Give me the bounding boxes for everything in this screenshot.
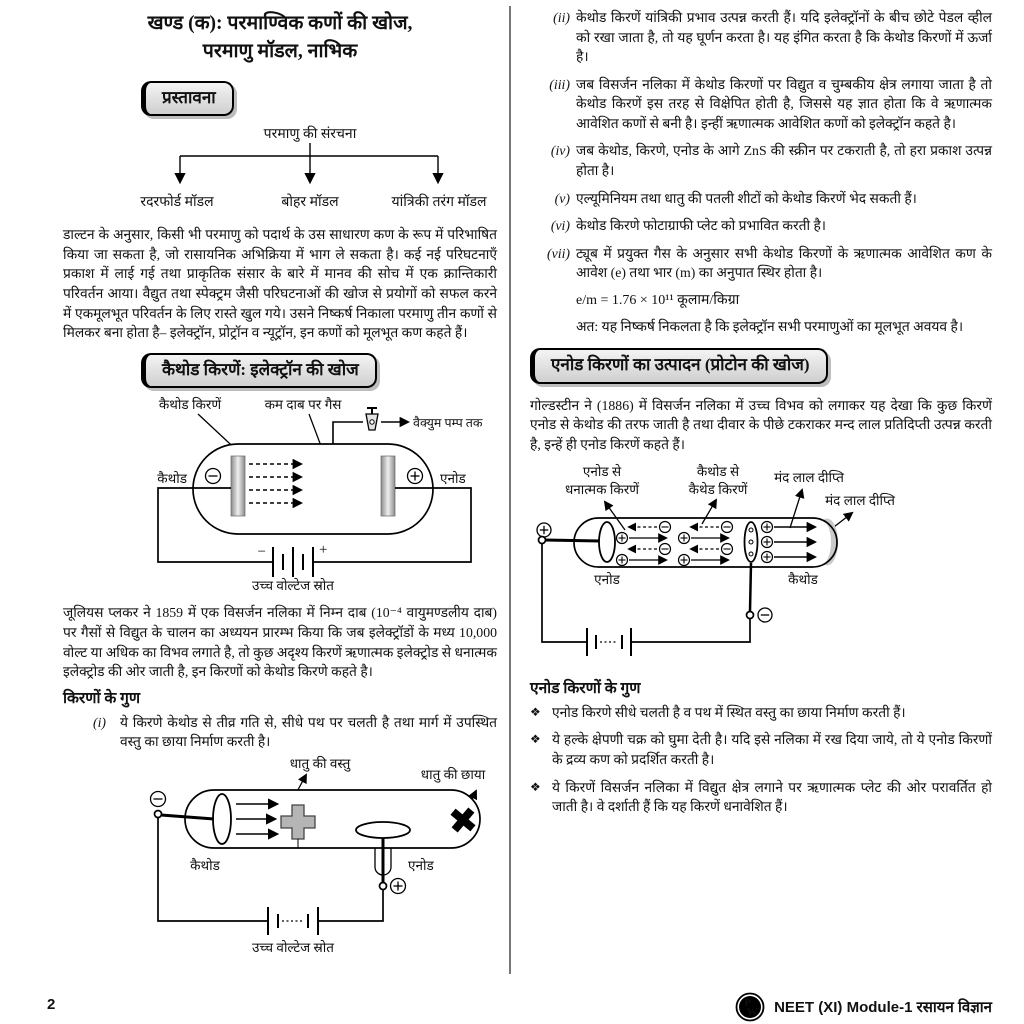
cathode-label: कैथोड xyxy=(157,470,187,486)
diamond-bullet-icon: ❖ xyxy=(530,732,541,747)
em-ratio-formula: e/m = 1.76 × 10¹¹ कूलाम/किग्रा xyxy=(576,292,740,308)
cathode-rays-label-1: कैथोड से xyxy=(696,464,740,480)
bullet-text: ये हल्के क्षेपणी चक्र को घुमा देती है। यदि इसे नलिका में रख दिया जाये, तो ये एनोड किरणों के द्रव्य कण को प्रदर्शित करती है। xyxy=(552,732,992,767)
terminal-dot xyxy=(539,537,546,544)
anode-property-bullet xyxy=(530,703,992,723)
tree-child-bohr: बोहर मॉडल xyxy=(281,194,339,210)
cathode-rays-label: कैथोड किरणें xyxy=(158,396,222,412)
footer-brand-text: NEET (XI) Module-1 रसायन विज्ञान xyxy=(774,999,992,1016)
intro-section xyxy=(141,77,497,122)
list-item-vii-text: ट्यूब में प्रयुक्त गैस के अनुसार सभी केथोड किरणों के ऋणात्मक आवेशित कण के आवेश (e) तथा भार (m) का अनुपात स्थिर होता है। xyxy=(576,245,992,281)
terminal-dot xyxy=(380,882,387,889)
cathode-disc xyxy=(213,794,231,844)
anode-electrode xyxy=(381,456,395,516)
bullet-text: ये किरणें विसर्जन नलिका में विद्युत क्षेत्र लगाने पर ऋणात्मक प्लेट की ओर परावर्तित हो जाती है। वे दर्शाती हैं कि यह किरणें धनावेशित हैं। xyxy=(552,779,992,815)
list-item-iii xyxy=(530,75,992,134)
anode-rays-diagram xyxy=(530,460,992,666)
anode-rays-label-1: एनोड से xyxy=(582,464,622,480)
anode-disc xyxy=(356,822,410,838)
list-item-iv-text: जब केथोड, किरणे, एनोड के आगे ZnS की स्क्रीन पर टकराती है, तो हरा प्रकाश उत्पन्न होता है। xyxy=(576,143,992,179)
terminal-dot xyxy=(155,810,162,817)
red-glow-label-1: मंद लाल दीप्ति xyxy=(774,470,844,486)
metal-object-label: धातु की वस्तु xyxy=(289,755,351,771)
anode-label: एनोड xyxy=(408,857,434,873)
list-item-vi-label: (vi) xyxy=(550,218,570,234)
left-column xyxy=(63,8,497,965)
cathode-electrode xyxy=(231,456,245,516)
chapter-title xyxy=(63,10,497,67)
list-item-v-text: एल्यूमिनियम तथा धातु की पतली शीटों को केथोड किरणें भेद सकती हैं। xyxy=(576,190,917,206)
column-divider xyxy=(509,6,511,974)
low-pressure-gas-label: कम दाब पर गैस xyxy=(264,396,342,412)
anode-label: एनोड xyxy=(594,572,620,588)
list-item-vi-text: केथोड किरणे फोटाग्राफी प्लेट को प्रभावित करती है। xyxy=(576,218,827,234)
battery-plus: + xyxy=(319,541,328,558)
list-item-i xyxy=(63,713,497,752)
paragraph-dalton: डाल्टन के अनुसार, किसी भी परमाणु को पदार्थ के उस साधारण कण के रूप में परिभाषित किया जा सकता है, जो रासायनिक अभिक्रिया में भाग ले सकता है। कई नई परिघटनाएँ प्रकाश में लाई गई तथा प्राकृतिक संसार के बारे में मानव की सोच में एक क्रान्तिकारी परिवर्तन आया। वैद्युत तथा स्पेक्ट्रम जैसी परिघटनाओं की खोज से प्रयोगों को सफल करने में एकमूलभूत परिवर्तन के लिए रास्ते खुल गये। उसने निष्कर्ष निकाला परमाणु तीन कणों से मिलकर बना होता है– इलेक्ट्रॉन, प्रोट्रॉन व न्यूट्रॉन, इन कणों को मूलभूत कण कहते हैं। xyxy=(63,227,497,341)
cathode-heading-box: कैथोड किरणें: इलेक्ट्रॉन की खोज xyxy=(141,353,377,388)
cathode-rays-label-2: कैथेड किरणें xyxy=(688,482,748,498)
battery-minus: − xyxy=(257,543,266,560)
paragraph-plucker: जूलियस प्लकर ने 1859 में एक विसर्जन नलिका में निम्न दाब (10⁻⁴ वायुमण्डलीय दाब) पर गैसों से विद्युत के चालन का अध्ययन प्रारम्भ किया कि जब इलेक्ट्रॉडों के मध्य 10,000 वोल्ट या अधिक का विभव लगाते है, तो कुछ अदृश्य किरणें ऋणात्मक इलेक्ट्रोड से धनात्मक इलेक्ट्रोड की ओर जाती है, इन किरणों को केथोड किरणे कहते है। xyxy=(63,605,497,680)
metal-shadow-diagram xyxy=(63,754,497,960)
chapter-title-line1: खण्ड (क): परमाण्विक कणों की खोज, xyxy=(147,13,413,34)
atom-structure-tree-diagram xyxy=(63,122,497,214)
tree-child-wave: यांत्रिकी तरंग मॉडल xyxy=(391,194,487,210)
list-item-iii-label: (iii) xyxy=(549,76,570,92)
cathode-section xyxy=(141,349,497,394)
metal-shadow-label: धातु की छाया xyxy=(420,766,486,782)
anode-label: एनोड xyxy=(440,470,466,486)
anode-disc xyxy=(599,522,615,562)
cathode-ray-tube-diagram xyxy=(63,396,497,592)
list-item-ii-text: केथोड किरणें यांत्रिकी प्रभाव उत्पन्न करती हैं। यदि इलेक्ट्रॉनों के बीच छोटे पेडल व्हील को रखा जाता है, तो यह घूर्णन करता है। यह इंगित करता है कि केथोड किरणों में ऊर्जा है। xyxy=(576,10,992,65)
right-column xyxy=(530,8,992,825)
list-item-vii xyxy=(530,244,992,283)
cathode-label: कैथोड xyxy=(190,857,220,873)
svg-text:P: P xyxy=(744,998,751,1009)
list-item-vii-label: (vii) xyxy=(547,245,570,261)
anode-property-bullet xyxy=(530,778,992,817)
voltage-source-label: उच्च वोल्टेज स्रोत xyxy=(252,577,334,592)
anode-properties-heading: एनोड किरणों के गुण xyxy=(530,679,641,697)
pw-logo-icon xyxy=(735,992,765,1022)
diamond-bullet-icon: ❖ xyxy=(530,779,541,794)
voltage-source-label: उच्च वोल्टेज स्रोत xyxy=(252,939,334,955)
footer-brand xyxy=(735,992,992,1022)
ray-properties-heading: किरणों के गुण xyxy=(63,689,141,707)
list-item-vi xyxy=(530,216,992,236)
list-item-iv-label: (iv) xyxy=(550,143,570,159)
tree-root-label: परमाणु की संरचना xyxy=(263,126,357,142)
chapter-title-line2: परमाणु मॉडल, नाभिक xyxy=(202,41,358,63)
terminal-dot xyxy=(747,612,754,619)
anode-property-bullet xyxy=(530,730,992,769)
conclusion-text: अत: यह निष्कर्ष निकलता है कि इलेक्ट्रॉन सभी परमाणुओं का मूलभूत अवयव है। xyxy=(576,318,964,334)
list-item-iv xyxy=(530,141,992,180)
anode-rays-label-2: धनात्मक किरणें xyxy=(564,482,640,498)
anode-section xyxy=(530,344,992,389)
intro-heading-box: प्रस्तावना xyxy=(141,81,234,116)
page-number: 2 xyxy=(47,996,56,1013)
red-glow-label-2: मंद लाल दीप्ति xyxy=(825,493,895,509)
svg-text:W: W xyxy=(747,1007,758,1019)
list-item-ii xyxy=(530,8,992,67)
list-item-i-label: (i) xyxy=(93,714,107,730)
vacuum-pump-label: वैक्युम पम्प तक xyxy=(413,415,483,430)
bullet-text: एनोड किरणे सीधे चलती है व पथ में स्थित वस्तु का छाया निर्माण करती हैं। xyxy=(552,704,906,720)
list-item-ii-label: (ii) xyxy=(553,10,570,25)
cathode-label: कैथोड xyxy=(788,572,818,588)
anode-heading-box: एनोड किरणों का उत्पादन (प्रोटोन की खोज) xyxy=(530,348,828,383)
list-item-i-text: ये किरणे केथोड से तीव्र गति से, सीधे पथ पर चलती है तथा मार्ग में उपस्थित वस्तु का छाया निर्माण करती है। xyxy=(120,714,497,750)
list-item-iii-text: जब विसर्जन नलिका में केथोड किरणों पर विद्युत व चुम्बकीय क्षेत्र लगाया जाता है तो केथोड किरणें इस तरह से विक्षेपित होती है, जिससे यह ज्ञात होता कि वे ऋणात्मक आवेशित कणों से बनी है। इन्हीं ऋणात्मक आवेशित कणों को इलेक्ट्रॉन कहते है। xyxy=(576,76,992,131)
paragraph-goldstein: गोल्डस्टीन ने (1886) में विसर्जन नलिका में उच्च विभव को लगाकर यह देखा कि कुछ किरणें एनोड से केथोड की तरफ जाती है तथा दीवार के पीछे टकराकर मन्द लाल प्रतिदिप्ती उत्पन्न करती है, इन्हें ही एनोड किरणें कहते हैं। xyxy=(530,397,992,452)
tree-child-rutherford: रदरफोर्ड मॉडल xyxy=(140,194,214,210)
list-item-v-label: (v) xyxy=(554,190,570,206)
diamond-bullet-icon: ❖ xyxy=(530,704,541,719)
discharge-tube xyxy=(193,444,433,534)
list-item-v xyxy=(530,189,992,209)
